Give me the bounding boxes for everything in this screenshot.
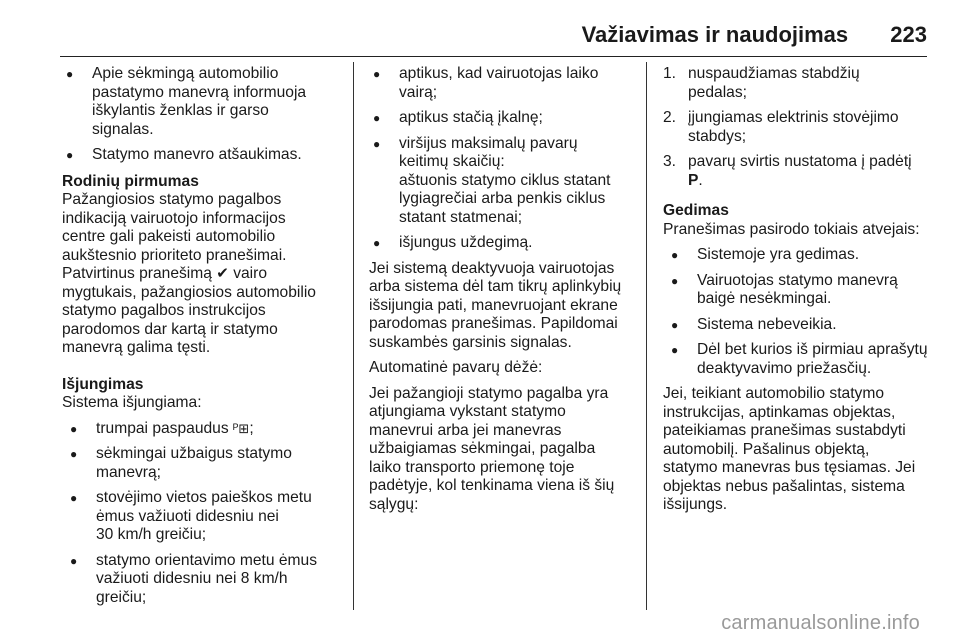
- off-bullets: [62, 420, 347, 608]
- deactivation-paragraph: Jei sistemą deaktyvuoja vairuotojas arba sistema dėl tam tikrų aplinkybių išsijungia pati, manevruojant ekrane parodomas pranešimas. Papildomai suskambės garsinis signalas.: [369, 259, 622, 351]
- list-item: ● viršijus maksimalų pavarų keitimų skaičių: aštuonis statymo ciklus statant lygiagrečiai arba penkis ciklus statant statmenai;: [369, 135, 644, 228]
- off-intro: Sistema išjungiama:: [62, 394, 202, 411]
- list-item: ● išjungus uždegimą.: [369, 234, 644, 253]
- watermark: carmanualsonline.info: [721, 612, 920, 634]
- automatic-gearbox-label: Automatinė pavarų dėžė:: [369, 359, 543, 376]
- list-item: 1. nuspaudžiamas stabdžių pedalas;: [663, 65, 860, 101]
- condition-list: [663, 65, 938, 190]
- section-heading-priority: Rodinių pirmumas: [62, 172, 199, 190]
- column-1: [62, 65, 347, 614]
- list-item: ● Vairuotojas statymo manevrą baigė nesėkmingai.: [663, 272, 938, 309]
- list-item: ● aptikus, kad vairuotojas laiko vairą;: [369, 65, 644, 102]
- fault-bullets: [663, 246, 938, 378]
- automatic-gearbox-paragraph: Jei pažangioji statymo pagalba yra atjungiama vykstant statymo manevrui arba jei manevras užbaigiamas sėkmingai, pagalba laiko transporto priemonę toje padėtyje, kol tenkinama viena iš šių sąlygų:: [369, 384, 615, 513]
- column-3: [663, 65, 938, 522]
- list-item: ● statymo orientavimo metu ėmus važiuoti didesniu nei 8 km/h greičiu;: [62, 552, 347, 608]
- column-2: [369, 65, 644, 521]
- header-title: Važiavimas ir naudojimas: [581, 22, 849, 47]
- list-item: 2. įjungiamas elektrinis stovėjimo stabdys;: [663, 109, 899, 145]
- off-bullets-continued: [369, 65, 644, 253]
- fault-intro: Pranešimas pasirodo tokiais atvejais:: [663, 220, 920, 238]
- page-header: [0, 22, 927, 48]
- list-item: ● Sistemoje yra gedimas.: [663, 246, 938, 265]
- page-number: 223: [890, 22, 927, 47]
- list-item: ● sėkmingai užbaigus statymo manevrą;: [62, 445, 347, 482]
- priority-paragraph: Pažangiosios statymo pagalbos indikaciją vairuotojo informacijos centre gali pakeisti automobilio aukštesnio prioriteto pranešimai. Patvirtinus pranešimą ✔ vairo mygtukais, pažangiosios automobilio statymo pagalbos instrukcijos parodomos dar kartą ir statymo manevrą galima tęsti.: [62, 191, 316, 356]
- object-detected-paragraph: Jei, teikiant automobilio statymo instrukcijas, aptinkamas objektas, pateikiamas pranešimas sustabdyti automobilį. Pašalinus objektą, statymo manevras bus tęsiamas. Jei objektas nebus pašalintas, sistema išsijungs.: [663, 385, 916, 513]
- list-item: ● Dėl bet kurios iš pirmiau aprašytų deaktyvavimo priežasčių.: [663, 341, 938, 378]
- list-item: ● Statymo manevro atšaukimas.: [62, 146, 347, 165]
- list-item: 3. pavarų svirtis nustatoma į padėtį P.: [663, 153, 912, 189]
- list-item: ● aptikus stačią įkalnę;: [369, 109, 644, 128]
- section-heading-fault: Gedimas: [663, 202, 729, 219]
- list-item: ● Sistema nebeveikia.: [663, 316, 938, 335]
- result-bullets: [62, 65, 347, 165]
- list-item: ● Apie sėkmingą automobilio pastatymo manevrą informuoja iškylantis ženklas ir garso signalas.: [62, 65, 347, 139]
- list-item: ● trumpai paspaudus ᴾ⊞;: [62, 420, 347, 439]
- park-assist-button-icon: ᴾ⊞: [232, 420, 250, 436]
- list-item: ● stovėjimo vietos paieškos metu ėmus važiuoti didesniu nei 30 km/h greičiu;: [62, 489, 347, 545]
- column-divider-1: [353, 62, 354, 610]
- checkmark-icon: ✔: [216, 265, 229, 282]
- section-heading-off: Išjungimas: [62, 375, 144, 393]
- header-rule: [60, 56, 927, 57]
- column-divider-2: [646, 62, 647, 610]
